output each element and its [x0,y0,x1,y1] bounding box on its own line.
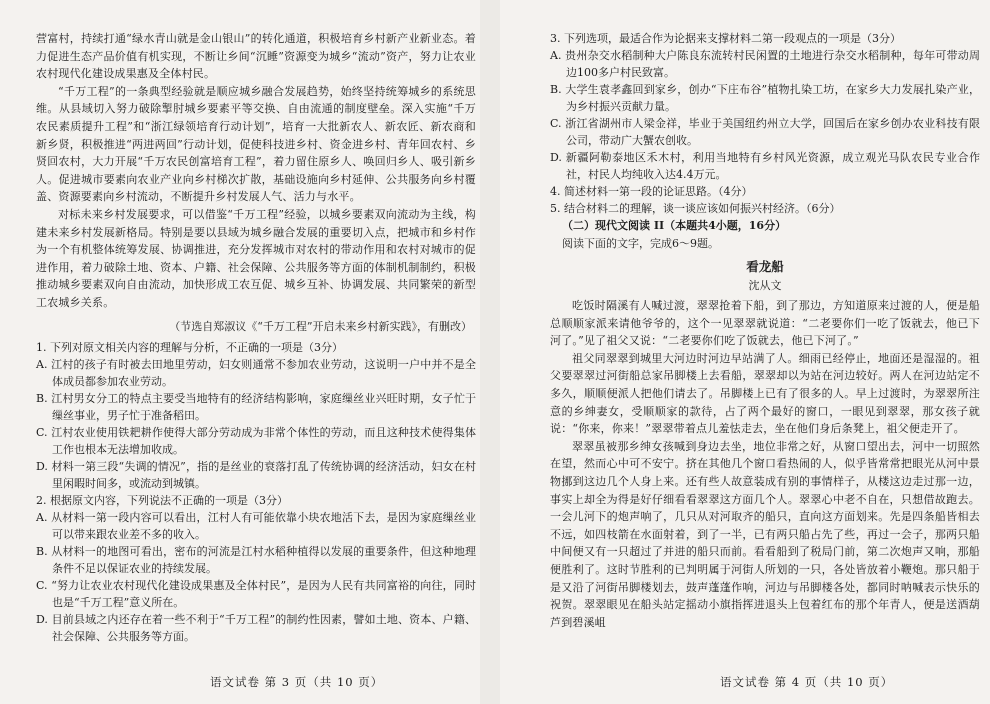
question-2-option-c: C. “努力让农业农村现代化建设成果惠及全体村民”，是因为人民有共同富裕的向往，同时也是“千万工程”意义所在。 [36,578,476,609]
question-2-option-d: D. 目前县域之内还存在着一些不利于“千万工程”的制约性因素，譬如土地、资本、户籍、社会保障、公共服务等方面。 [36,612,476,643]
article-paragraph: 对标未来乡村发展要求，可以借鉴“千万工程”经验，以城乡要素双向流动为主线，构建未来乡村发展新格局。特别是要以县域为城乡融合发展的重要切入点，把城市和乡村作为一个有机整体统筹发展、协调推进，充分发挥城市对农村的带动作用和农村对城市的促进作用，着力破除土地、资本、户籍、社会保障、公共服务等方面的体制机制制约，积极推动城乡要素双向自由流动，加快形成工农互促、城乡互补、协调发展、共同繁荣的新型工农城乡关系。 [36,207,476,309]
question-2-option-b: B. 从材料一的地图可看出，密布的河流是江村水稻种植得以发展的重要条件，但这种地理条件不足以保证农业的持续发展。 [36,544,476,575]
question-3-option-b: B. 大学生袁孝鑫回到家乡，创办“下庄布谷”植物扎染工坊，在家乡大力发展扎染产业，为乡村振兴贡献力量。 [550,83,980,113]
story-author: 沈从文 [748,279,782,292]
story-title: 看龙船 [746,259,784,274]
page-footer: 语文试卷 第 3 页（共 10 页） [210,675,384,689]
right-page [500,0,980,704]
section-heading: （二）现代文阅读 II（本题共4小题，16分） [562,219,787,232]
article-paragraph: “千万工程”的一条典型经验就是顺应城乡融合发展趋势，始终坚持统筹城乡的系统思维。从县域切入努力破除掣肘城乡要素平等交换、自由流通的制度壁垒。深入实施“千万农民素质提升工程”和“浙江绿领培育行动计划”，培育一大批新农人、新农匠、新农商和新乡贤，积极推进“两进两回”行动计划，促使科技进乡村、资金进乡村、青年回农村、乡贤回农村，大力开展“千万农民创富培育工程”，着力留住原乡人、唤回归乡人、吸引新乡人。促进城市要素向农业产业向乡村梯次扩散，基础设施向乡村延伸、公共服务向乡村覆盖、资源要素向乡村流动，不断提升乡村发展人气、活力与水平。 [36,84,476,204]
section-instruction: 阅读下面的文字，完成6～9题。 [562,237,719,250]
question-1-option-a: A. 江村的孩子有时被去田地里劳动，妇女则通常不参加农业劳动，这说明一户中并不是全体成员都参加农业劳动。 [36,357,476,388]
right-column [550,30,980,631]
story-paragraph: 吃饭时隔溪有人喊过渡，翠翠抢着下船，到了那边，方知道原来过渡的人，便是船总顺顺家派来请他爷爷的，这个一见翠翠就说道：“二老要你们一吃了饭就去，他已下河了。”见了祖父又说：“二老要你们吃了饭就去，他已下河了。” [550,299,980,348]
question-4: 4. 简述材料一第一段的论证思路。（4分） [550,185,753,198]
page-footer: 语文试卷 第 4 页（共 10 页） [720,675,894,689]
article-source: （节选自郑淑议《“千万工程”开启未来乡村新实践》，有删改） [169,319,472,333]
story-paragraph: 祖父同翠翠到城里大河边时河边早站满了人。细雨已经停止，地面还是湿湿的。祖父要翠翠过河街船总家吊脚楼上去看船，翠翠却以为站在河边较好。两人在河边站定不多久，顺顺便派人把他们请去了。吊脚楼上已有了很多的人。早上过渡时，为翠翠所注意的乡绅妻女，受顺顺家的款待，占了两个最好的窗口，一眼见到翠翠，那女孩子就说：“你来，你来！”翠翠带着点儿羞怯走去，坐在他们身后条凳上，祖父便走开了。 [550,351,980,436]
question-1-stem: 1. 下列对原文相关内容的理解与分析，不正确的一项是（3分） [36,340,343,354]
question-3-option-d: D. 新疆阿勒泰地区禾木村，利用当地特有乡村风光资源，成立观光马队农民专业合作社，村民人均纯收入达4.4万元。 [550,151,980,181]
question-1-option-d: D. 材料一第三段“失调的情况”，指的是丝业的衰落打乱了传统协调的经济活动，妇女在村里闲暇时间多，或流动到城镇。 [36,459,476,490]
question-5: 5. 结合材料二的理解，谈一谈应该如何振兴村经济。（6分） [550,202,841,215]
page-gutter [480,0,500,704]
question-3-option-c: C. 浙江省湖州市人梁金祥，毕业于美国纽约州立大学，回国后在家乡创办农业科技有限公司，带动广大蟹农创收。 [550,117,980,147]
question-3-option-a: A. 贵州杂交水稻制种大户陈良东流转村民闲置的土地进行杂交水稻制种，每年可带动周边100多户村民致富。 [550,49,980,79]
question-2-stem: 2. 根据原文内容，下列说法不正确的一项是（3分） [36,493,288,507]
story-paragraph: 翠翠虽被那乡绅女孩喊到身边去坐，地位非常之好，从窗口望出去，河中一切照然在望，然而心中可不安宁。挤在其他几个窗口看热闹的人，似乎皆常常把眼光从河中景物挪到这边几个人身上来。还有些人故意装成有别的事情样子，从楼这边走过那一边，事实上却全为得是好仔细看看翠翠这方面几个人。翠翠心中老不自在，只想借故跑去。一会儿河下的炮声响了，几只从对河取齐的船只，直向这方面划来。先是四条船皆相去不远，如四枝箭在水面射着，到了一半，已有两只船占先了些，再过一会子，那两只船中间便又有一只超过了并进的船只而前。看看船到了税局门前，第二次炮声又响，那船便胜利了。这时节胜利的已判明属于河街人所划的一只，各处皆放着小鞭炮。那只船于是又沿了河街吊脚楼划去，鼓声蓬蓬作响，河边与吊脚楼各处，都同时呐喊表示快乐的祝贺。翠翠眼见在船头站定摇动小旗指挥进退头上包着红布的那个年青人，便是送酒葫芦到碧溪岨 [550,439,980,629]
article-paragraph: 营富村，持续打通“绿水青山就是金山银山”的转化通道，积极培育乡村新产业新业态。着力促进生态产品价值有机实现，不断让乡间“沉睡”资源变为城乡“流动”资产，努力让农业农村现代化建设成果惠及全体村民。 [36,32,476,81]
question-2-option-a: A. 从材料一第一段内容可以看出，江村人有可能依靠小块农地活下去，是因为家庭缫丝业可以带来跟农业差不多的收入。 [36,510,476,541]
question-1-option-b: B. 江村男女分工的特点主要受当地特有的经济结构影响，家庭缫丝业兴旺时期，女子忙于缫丝事业，男子忙于准备稻田。 [36,391,476,422]
question-3-stem: 3. 下列选项，最适合作为论据来支撑材料二第一段观点的一项是（3分） [550,32,901,45]
left-page [0,0,480,704]
question-1-option-c: C. 江村农业使用铁耙耕作使得大部分劳动成为非常个体性的劳动，而且这种技术使得集体工作也根本无法增加收成。 [36,425,476,456]
left-column [36,30,476,645]
